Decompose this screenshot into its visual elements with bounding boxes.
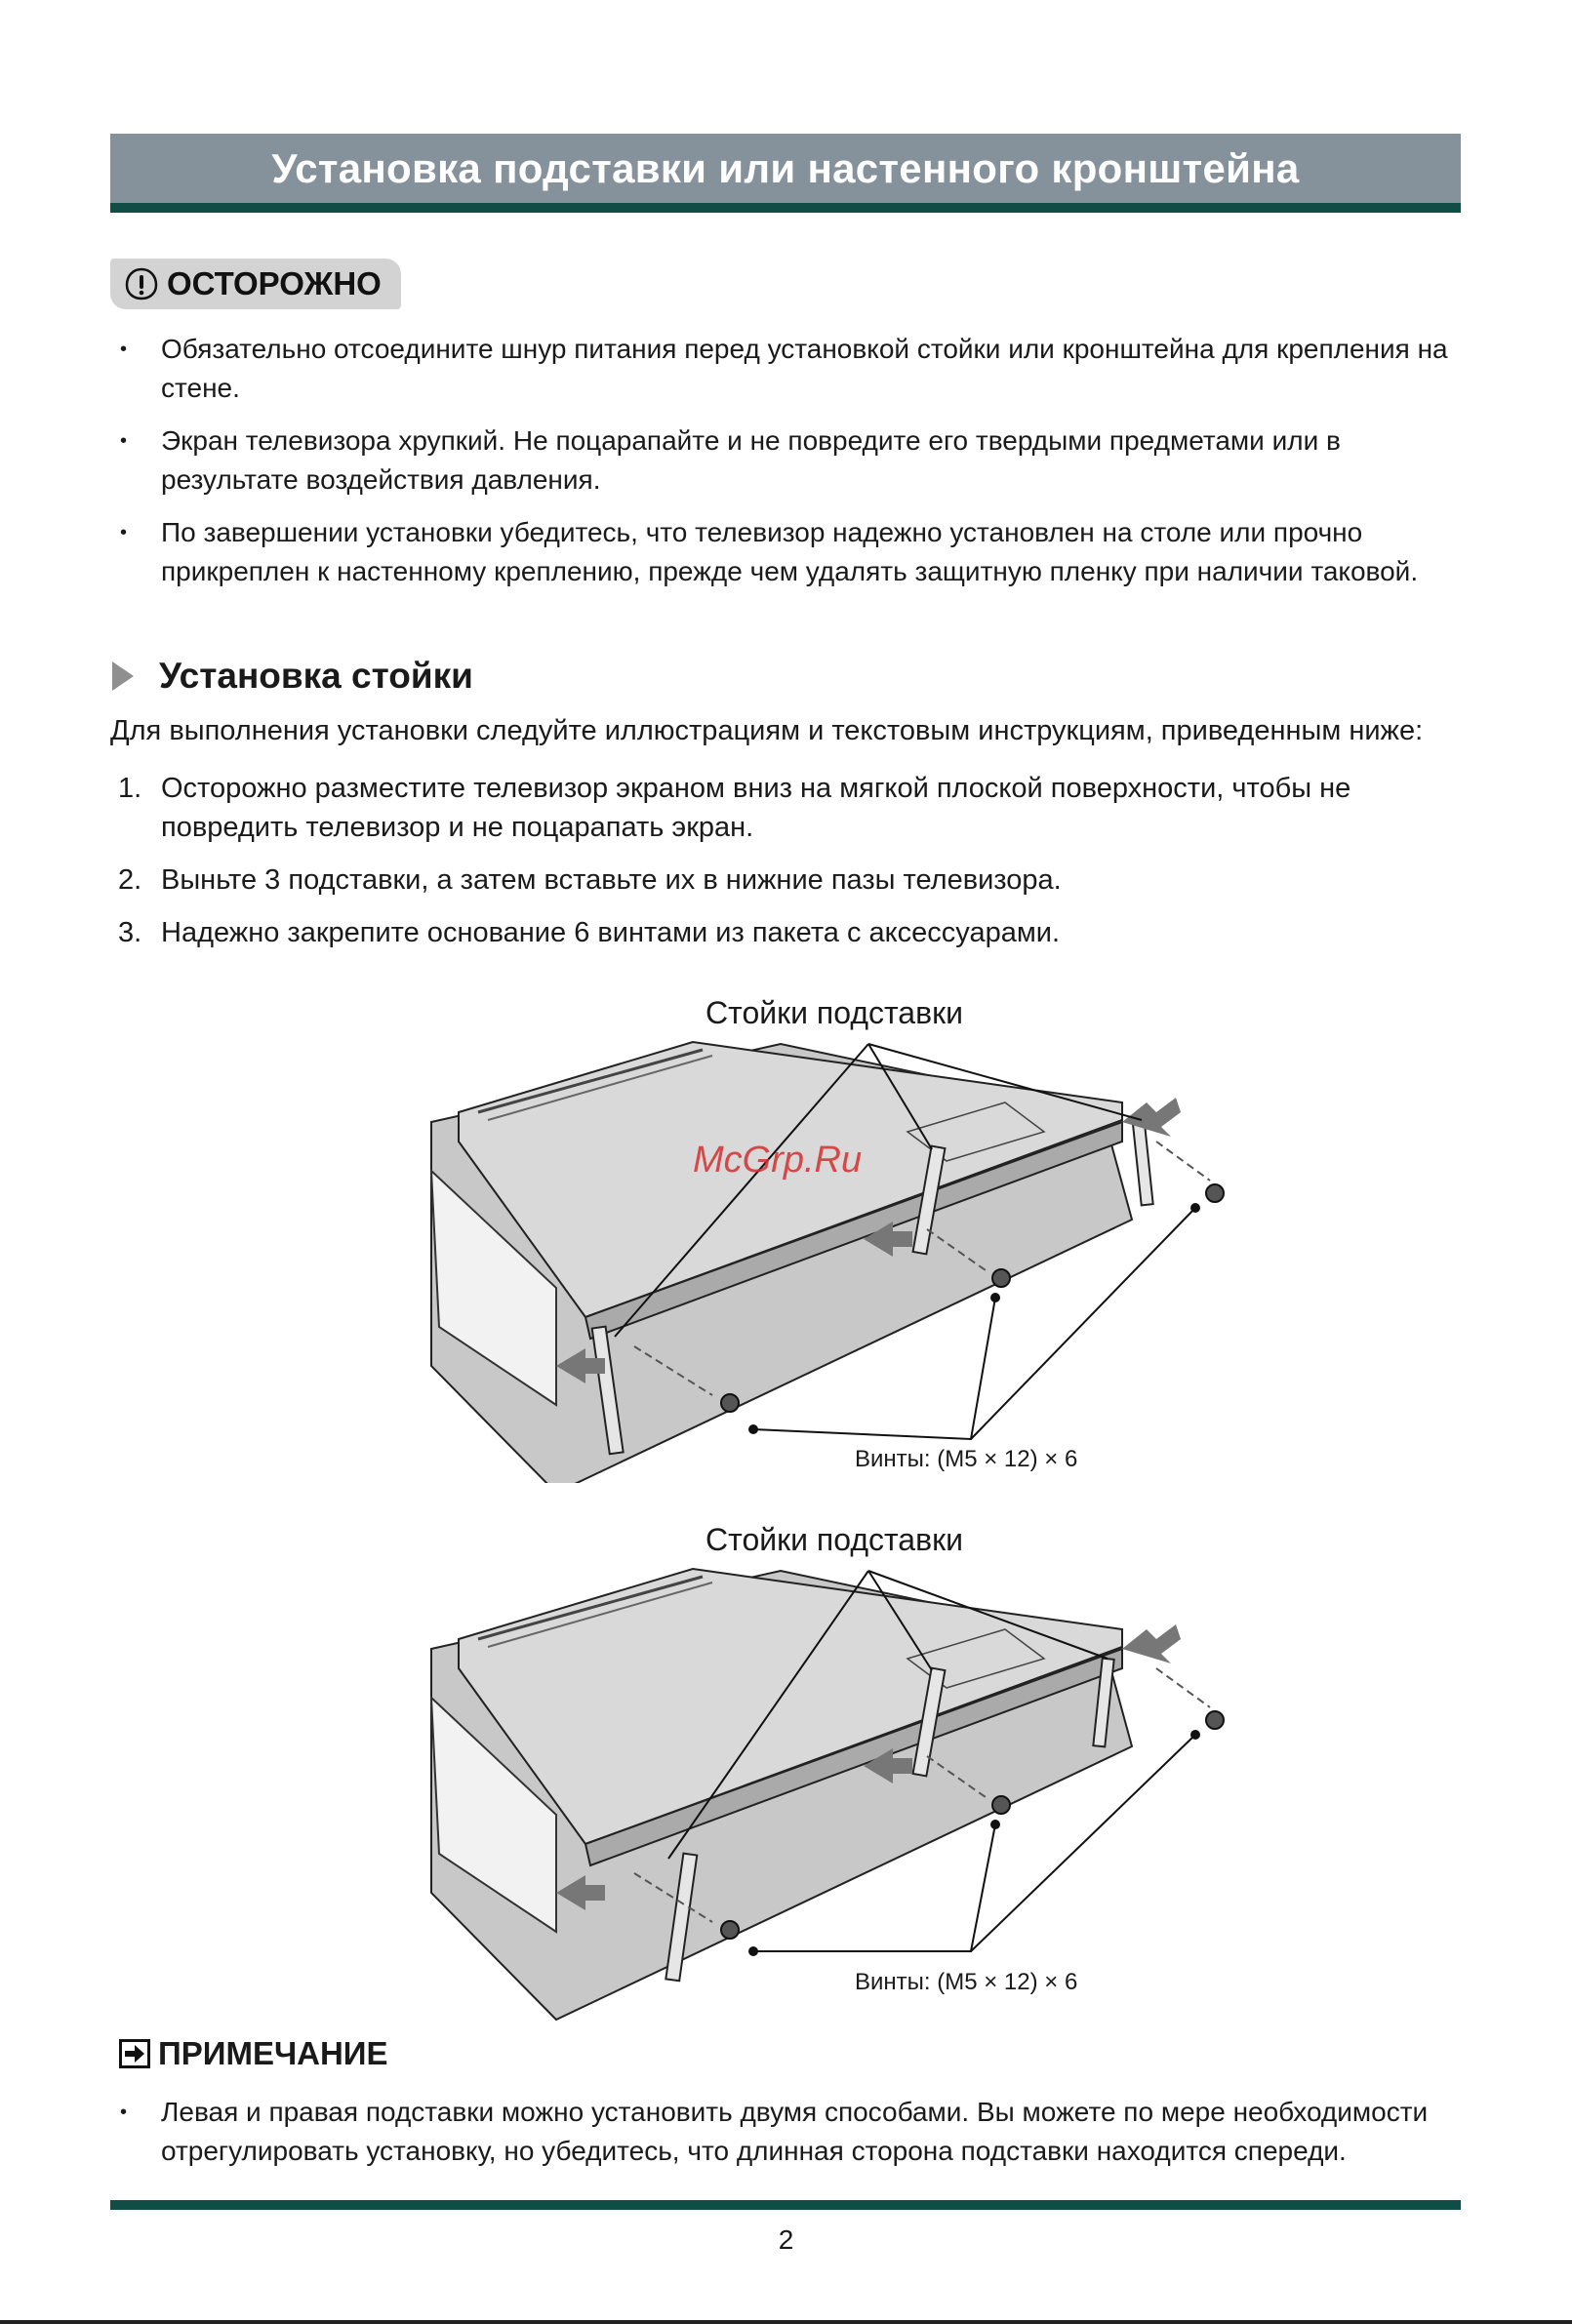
caution-item: • Обязательно отсоедините шнур питания перед установкой стойки или кронштейна для крепления на стене. [110, 330, 1467, 408]
step-item [110, 913, 1467, 952]
header-bar [110, 134, 1461, 213]
tv-stand-illustration [420, 1522, 1249, 2029]
note-list [110, 2093, 1467, 2184]
page-number: 2 [778, 2224, 794, 2255]
caution-item: • Экран телевизора хрупкий. Не поцарапайте и не повредите его твердыми предметами или в результате воздействия давления. [110, 421, 1467, 500]
warning-icon [124, 266, 159, 301]
step-text: Выньте 3 подставки, а затем вставьте их в нижние пазы телевизора. [161, 864, 1062, 896]
note-heading [119, 2035, 388, 2072]
illustration-stand-install-1 [420, 995, 1249, 1483]
step-text: Осторожно разместите телевизор экраном вниз на мягкой плоской поверхности, чтобы не повредить телевизор и не поцарапать экран. [161, 773, 1351, 843]
step-number: 2. [118, 864, 142, 896]
page-bottom-edge [0, 2320, 1572, 2324]
tv-stand-illustration [420, 995, 1249, 1483]
caution-list [110, 330, 1467, 605]
step-item [110, 861, 1467, 900]
section-heading [110, 656, 473, 697]
figure-title: Стойки подставки [705, 995, 963, 1030]
page-title: Установка подставки или настенного кронштейна [271, 144, 1300, 191]
section-intro: Для выполнения установки следуйте иллюстрациям и текстовым инструкциям, приведенным ниже: [110, 715, 1424, 746]
footer-divider [110, 2200, 1461, 2210]
steps-list [110, 769, 1467, 966]
step-text: Надежно закрепите основание 6 винтами из пакета с аксессуарами. [161, 917, 1061, 948]
step-number: 1. [118, 773, 142, 804]
caution-label: ОСТОРОЖНО [167, 265, 382, 301]
caution-badge [110, 259, 401, 309]
triangle-arrow-icon [110, 660, 136, 693]
note-item: • Левая и правая подставки можно установить двумя способами. Вы можете по мере необходимости отрегулировать установку, но убедитесь, что длинная сторона подставки находится спереди. [110, 2093, 1467, 2171]
step-item [110, 769, 1467, 847]
note-label: ПРИМЕЧАНИЕ [158, 2035, 388, 2071]
caution-item: • По завершении установки убедитесь, что телевизор надежно установлен на столе или прочно прикреплен к настенному креплению, прежде чем удалять защитную пленку при наличии таковой. [110, 513, 1467, 591]
section-title: Установка стойки [159, 656, 473, 696]
watermark: McGrp.Ru [693, 1140, 863, 1181]
step-number: 3. [118, 917, 142, 948]
screws-label: Винты: (M5 × 12) × 6 [855, 1446, 1078, 1472]
note-arrow-icon [119, 2039, 150, 2068]
figure-title: Стойки подставки [705, 1522, 963, 1557]
screws-label: Винты: (M5 × 12) × 6 [855, 1969, 1078, 1995]
illustration-stand-install-2 [420, 1522, 1249, 2029]
